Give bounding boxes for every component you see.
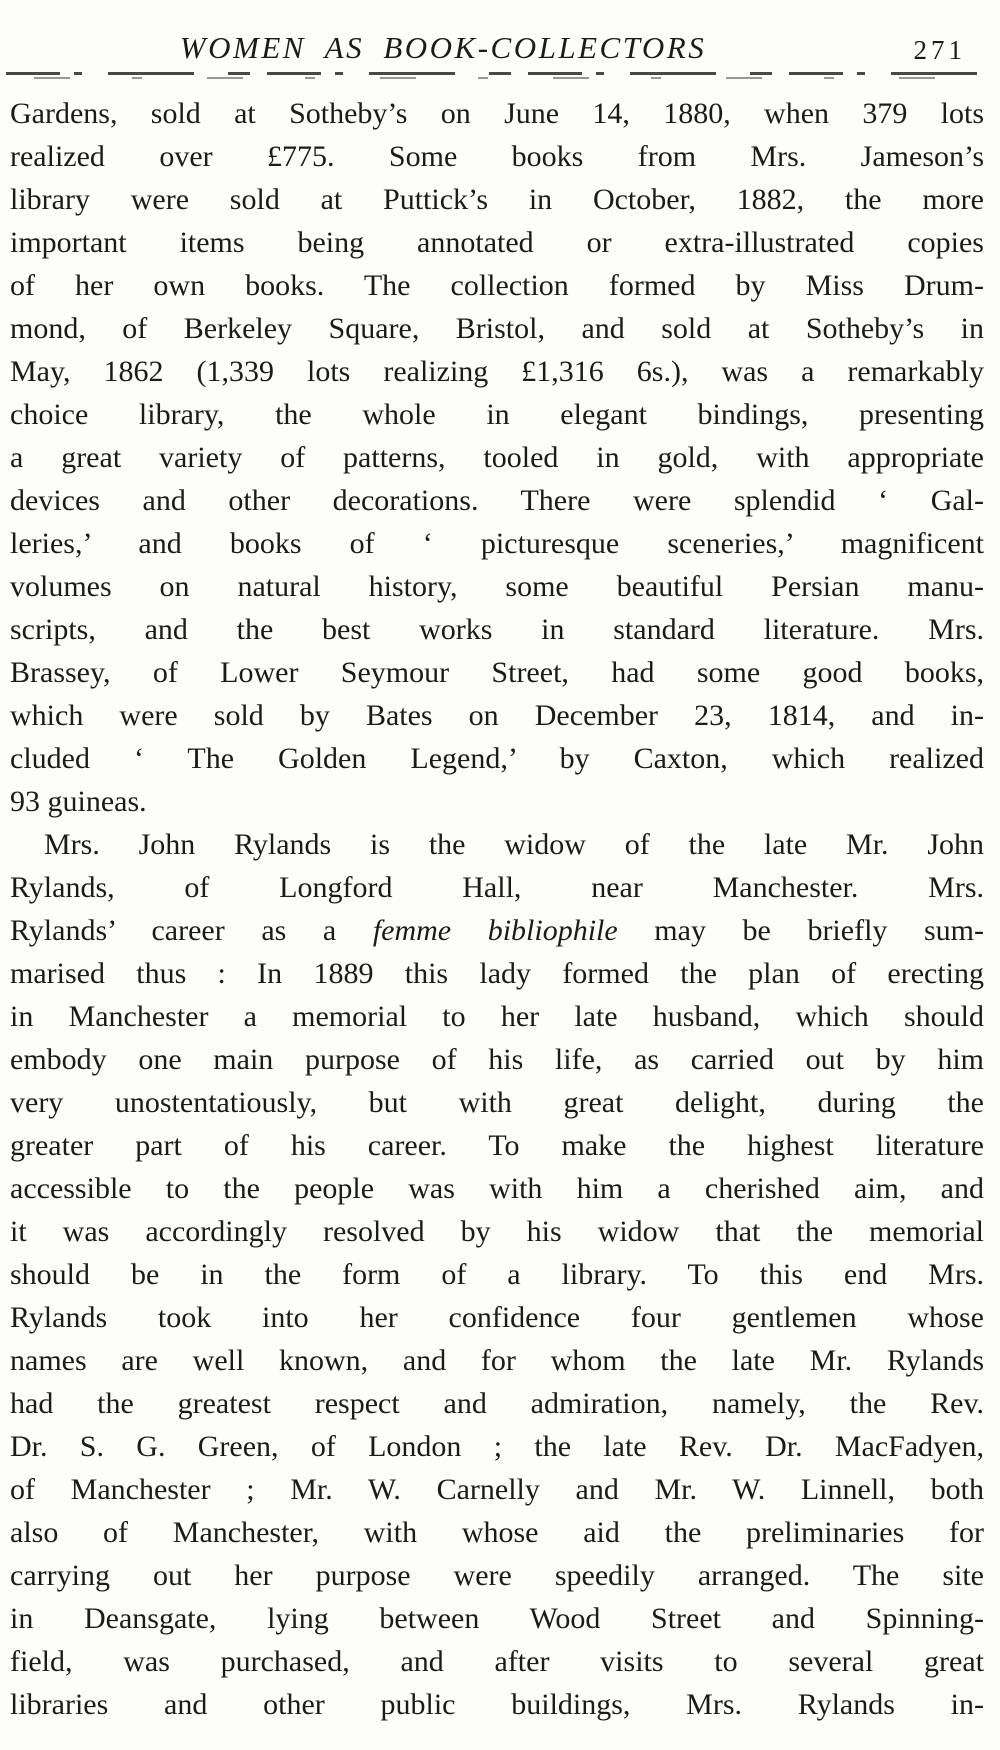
text-line: Brassey, of Lower Seymour Street, had some good books, <box>10 656 984 689</box>
text-line: important items being annotated or extra-illustrated copies <box>10 226 984 259</box>
text-line: libraries and other public buildings, Mrs. Rylands in- <box>10 1688 984 1721</box>
text-line: realized over £775. Some books from Mrs. Jameson’s <box>10 140 984 173</box>
text-line: very unostentatiously, but with great delight, during the <box>10 1086 984 1119</box>
text-line: library were sold at Puttick’s in October, 1882, the more <box>10 183 984 216</box>
text-line: Rylands took into her confidence four gentlemen whose <box>10 1301 984 1334</box>
paragraph <box>10 823 984 1726</box>
italic-phrase: femme bibliophile <box>372 914 618 947</box>
text-line: greater part of his career. To make the highest literature <box>10 1129 984 1162</box>
text-line: Rylands’ career as a femme bibliophile may be briefly sum- <box>10 914 984 947</box>
text-line: marised thus : In 1889 this lady formed the plan of erecting <box>10 957 984 990</box>
text-line: devices and other decorations. There were splendid ‘ Gal- <box>10 484 984 517</box>
text-line: choice library, the whole in elegant bindings, presenting <box>10 398 984 431</box>
text-line: May, 1862 (1,339 lots realizing £1,316 6s.), was a remarkably <box>10 355 984 388</box>
page-header <box>0 28 1000 72</box>
header-rule <box>6 72 990 82</box>
text-line: of her own books. The collection formed by Miss Drum- <box>10 269 984 302</box>
text-line: embody one main purpose of his life, as carried out by him <box>10 1043 984 1076</box>
text-line: it was accordingly resolved by his widow that the memorial <box>10 1215 984 1248</box>
text-line: scripts, and the best works in standard literature. Mrs. <box>10 613 984 646</box>
text-line: Dr. S. G. Green, of London ; the late Rev. Dr. MacFadyen, <box>10 1430 984 1463</box>
text-line: of Manchester ; Mr. W. Carnelly and Mr. W. Linnell, both <box>10 1473 984 1506</box>
text-line: in Deansgate, lying between Wood Street and Spinning- <box>10 1602 984 1635</box>
text-line: had the greatest respect and admiration, namely, the Rev. <box>10 1387 984 1420</box>
text-line: carrying out her purpose were speedily arranged. The site <box>10 1559 984 1592</box>
text-line: in Manchester a memorial to her late husband, which should <box>10 1000 984 1033</box>
text-line: Rylands, of Longford Hall, near Manchester. Mrs. <box>10 871 984 904</box>
text-line: also of Manchester, with whose aid the preliminaries for <box>10 1516 984 1549</box>
text-line: 93 guineas. <box>10 785 147 818</box>
text-line: a great variety of patterns, tooled in gold, with appropriate <box>10 441 984 474</box>
body-text <box>10 92 984 1726</box>
text-line: volumes on natural history, some beautiful Persian manu- <box>10 570 984 603</box>
paragraph <box>10 92 984 823</box>
text-line: mond, of Berkeley Square, Bristol, and sold at Sotheby’s in <box>10 312 984 345</box>
text-line: names are well known, and for whom the late Mr. Rylands <box>10 1344 984 1377</box>
text-line: accessible to the people was with him a cherished aim, and <box>10 1172 984 1205</box>
running-head-title: WOMEN AS BOOK-COLLECTORS <box>179 30 707 65</box>
page-number: 271 <box>913 35 966 65</box>
text-line: cluded ‘ The Golden Legend,’ by Caxton, which realized <box>10 742 984 775</box>
text-line: which were sold by Bates on December 23, 1814, and in- <box>10 699 984 732</box>
text-line: Gardens, sold at Sotheby’s on June 14, 1880, when 379 lots <box>10 97 984 130</box>
text-line: field, was purchased, and after visits to several great <box>10 1645 984 1678</box>
text-line: Mrs. John Rylands is the widow of the late Mr. John <box>44 828 984 861</box>
text-line: should be in the form of a library. To this end Mrs. <box>10 1258 984 1291</box>
text-line: leries,’ and books of ‘ picturesque sceneries,’ magnificent <box>10 527 984 560</box>
